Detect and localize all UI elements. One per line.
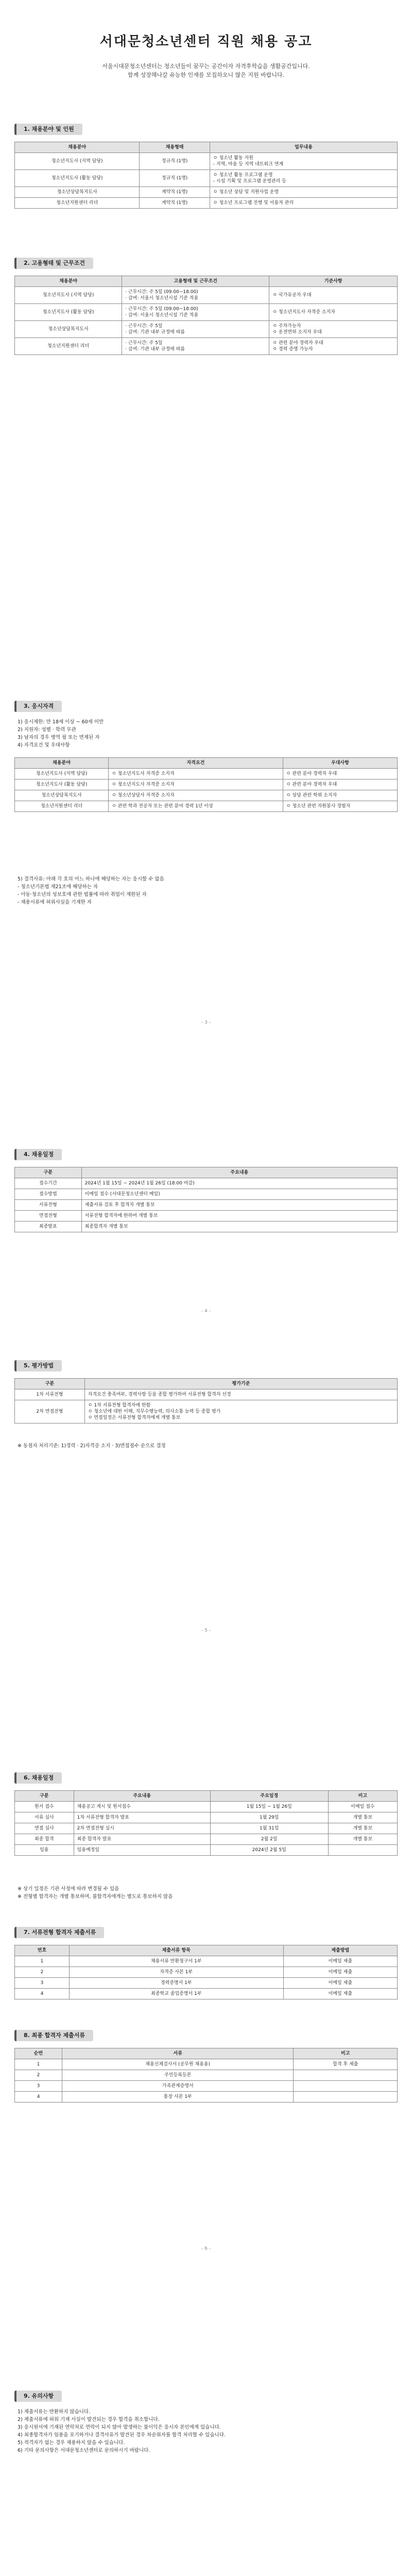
table-header-row bbox=[15, 1791, 398, 1802]
column-header: 기준사항 bbox=[269, 276, 398, 287]
table-cell: 청소년지원센터 리더 bbox=[15, 801, 109, 812]
table-cell: 채용공고 게시 및 원서접수 bbox=[74, 1802, 210, 1812]
list-item: ※ 전형별 합격자는 개별 통보하며, 불합격자에게는 별도로 통보하지 않음 bbox=[18, 1894, 173, 1900]
schedule-table bbox=[14, 1167, 398, 1232]
table-row bbox=[15, 1845, 398, 1856]
table-row bbox=[15, 338, 398, 355]
page-number: - 5 - bbox=[201, 1628, 211, 1633]
table-row bbox=[15, 1834, 398, 1845]
table-row bbox=[15, 1211, 398, 1222]
column-header: 고용형태 및 근무조건 bbox=[122, 276, 269, 287]
table-cell: 서류전형 bbox=[15, 1200, 82, 1211]
table-cell: 임용예정일 bbox=[74, 1845, 210, 1856]
section-heading: 8. 최종 합격자 제출서류 bbox=[14, 2030, 93, 2041]
table-row bbox=[15, 779, 398, 790]
column-header: 비고 bbox=[328, 1791, 397, 1802]
table-cell bbox=[294, 2070, 398, 2081]
list-item: 2) 제출서류에 허위 기재 사실이 발견되는 경우 합격을 취소합니다. bbox=[18, 2417, 160, 2422]
table-cell: 정규직 (1명) bbox=[140, 170, 210, 187]
table-row bbox=[15, 1823, 398, 1834]
table-cell: ㅇ 관련 분야 경력자 우대 ㅇ 경력 증명 가능자 bbox=[269, 338, 398, 355]
table-row bbox=[15, 170, 398, 187]
column-header: 구분 bbox=[15, 1167, 82, 1178]
table-cell: 청소년지도사 (지역 담당) bbox=[15, 769, 109, 779]
table-row bbox=[15, 2081, 398, 2092]
table-cell: 청소년상담복지도사 bbox=[15, 790, 109, 801]
page-title: 서대문청소년센터 직원 채용 공고 bbox=[99, 34, 313, 49]
table-row bbox=[15, 2059, 398, 2070]
tiebreak-note: ※ 동점자 처리기준: 1)경력 · 2)자격증 소지 · 3)면접점수 순으로 결정 bbox=[18, 1443, 166, 1449]
table-cell: 2 bbox=[15, 2070, 62, 2081]
table-row bbox=[15, 1989, 398, 1999]
column-header: 제출방법 bbox=[283, 1945, 397, 1956]
list-item: 3) 응시원서에 기재된 연락처로 연락이 되지 않아 발생하는 불이익은 응시자 본인에게 있습니다. bbox=[18, 2425, 221, 2430]
table-cell: 4 bbox=[15, 1989, 70, 1999]
table-row bbox=[15, 1189, 398, 1200]
column-header: 구분 bbox=[15, 1791, 74, 1802]
table-cell: ㅇ 청소년지도사 자격증 소지자 bbox=[109, 779, 283, 790]
final-docs-table bbox=[14, 2048, 398, 2103]
table-cell: 면접전형 bbox=[15, 1211, 82, 1222]
table-cell: 2차 면접전형 실시 bbox=[74, 1823, 210, 1834]
timeline-table bbox=[14, 1790, 398, 1856]
table-cell: ㅇ 국가유공자 우대 bbox=[269, 287, 398, 304]
table-cell: 원서 접수 bbox=[15, 1802, 74, 1812]
table-cell: 청소년지도사 (활동 담당) bbox=[15, 304, 122, 321]
column-header: 순번 bbox=[15, 2048, 62, 2059]
table-cell: ㅇ 관련 분야 경력자 우대 bbox=[283, 769, 397, 779]
submission-docs-table bbox=[14, 1945, 398, 1999]
timeline-notes bbox=[18, 1886, 393, 1901]
table-cell: ㅇ 상담 관련 학위 소지자 bbox=[283, 790, 397, 801]
table-cell: 채용신체검사서 (공무원 채용용) bbox=[62, 2059, 294, 2070]
table-cell bbox=[328, 1845, 397, 1856]
table-cell: ㅇ 청소년지도사 자격증 소지자 bbox=[269, 304, 398, 321]
table-row bbox=[15, 1802, 398, 1812]
table-cell: 청소년지도사 (활동 담당) bbox=[15, 170, 140, 187]
table-cell: 최종 합격 bbox=[15, 1834, 74, 1845]
table-cell: 청소년상담복지도사 bbox=[15, 321, 122, 338]
table-cell: ㅇ 관련 학과 전공자 또는 관련 분야 경력 1년 이상 bbox=[109, 801, 283, 812]
table-cell: 청소년지도사 (지역 담당) bbox=[15, 153, 140, 170]
table-cell bbox=[294, 2092, 398, 2103]
disqualification-list bbox=[18, 876, 393, 907]
table-cell: 1차 서류전형 합격자 발표 bbox=[74, 1812, 210, 1823]
table-cell: 서류 심사 bbox=[15, 1812, 74, 1823]
table-cell: 주민등록등본 bbox=[62, 2070, 294, 2081]
column-header: 우대사항 bbox=[283, 758, 397, 769]
column-header: 채용분야 bbox=[15, 276, 122, 287]
table-cell: 개별 통보 bbox=[328, 1834, 397, 1845]
list-item: - 아동·청소년의 성보호에 관한 법률에 따라 취업이 제한된 자 bbox=[18, 892, 147, 897]
table-row bbox=[15, 1956, 398, 1967]
table-cell: 2024년 2월 5일 bbox=[210, 1845, 328, 1856]
table-cell: 1월 15일 ~ 1월 26일 bbox=[210, 1802, 328, 1812]
intro-line: 함께 성장해나갈 유능한 인재를 모집하오니 많은 지원 바랍니다. bbox=[127, 72, 285, 78]
list-item: 3) 남자의 경우 병역 필 또는 면제된 자 bbox=[18, 735, 100, 740]
table-cell: 접수기간 bbox=[15, 1178, 82, 1189]
list-item: 5) 적격자가 없는 경우 채용하지 않을 수 있습니다. bbox=[18, 2440, 125, 2446]
column-header: 번호 bbox=[15, 1945, 70, 1956]
section-heading: 4. 채용일정 bbox=[14, 1149, 62, 1160]
caution-list bbox=[18, 2409, 393, 2455]
table-header-row bbox=[15, 758, 398, 769]
column-header: 주요내용 bbox=[81, 1167, 397, 1178]
table-row bbox=[15, 1178, 398, 1189]
intro-text bbox=[52, 62, 360, 79]
work-conditions-table bbox=[14, 276, 398, 355]
section-heading: 7. 서류전형 합격자 제출서류 bbox=[14, 1927, 104, 1938]
table-cell: 개별 통보 bbox=[328, 1812, 397, 1823]
column-header: 서류 bbox=[62, 2048, 294, 2059]
table-cell: 이메일 제출 bbox=[283, 1978, 397, 1989]
section-heading: 1. 채용분야 및 인원 bbox=[14, 124, 82, 135]
column-header: 채용분야 bbox=[15, 142, 140, 153]
table-cell: ㅇ 1차 서류전형 합격자에 한함 ㅇ 청소년에 대한 이해, 직무수행능력, 의사소통 능력 등 종합 평가 ㅇ 면접일정은 서류전형 합격자에게 개별 통보 bbox=[84, 1400, 397, 1423]
list-item: 5) 결격사유: 아래 각 호의 어느 하나에 해당하는 자는 응시할 수 없음 bbox=[18, 876, 164, 882]
table-cell: 청소년지도사 (지역 담당) bbox=[15, 287, 122, 304]
table-row bbox=[15, 801, 398, 812]
list-item: 4) 최종합격자가 임용을 포기하거나 결격사유가 발견된 경우 차순위자를 합격 처리할 수 있습니다. bbox=[18, 2432, 226, 2438]
table-header-row bbox=[15, 1945, 398, 1956]
evaluation-table bbox=[14, 1378, 398, 1423]
table-cell: 개별 통보 bbox=[328, 1823, 397, 1834]
table-row bbox=[15, 790, 398, 801]
table-cell: 계약직 (1명) bbox=[140, 187, 210, 198]
table-cell: ㅇ 청소년상담사 자격증 소지자 bbox=[109, 790, 283, 801]
table-row bbox=[15, 1400, 398, 1423]
table-cell: ㅇ 청소년 활동 프로그램 운영 - 시설 기획 및 프로그램 운영관리 등 bbox=[210, 170, 397, 187]
table-row bbox=[15, 769, 398, 779]
table-row bbox=[15, 1389, 398, 1400]
column-header: 비고 bbox=[294, 2048, 398, 2059]
table-cell: ㅇ 청소년지도사 자격증 소지자 bbox=[109, 769, 283, 779]
table-cell: 자격요건 충족여부, 경력사항 등을 종합 평가하여 서류전형 합격자 선정 bbox=[84, 1389, 397, 1400]
table-cell: ㅇ 청소년 활동 지원 - 지역, 마을 등 지역 네트워크 연계 bbox=[210, 153, 397, 170]
table-cell: 제출서류 검토 후 합격자 개별 통보 bbox=[81, 1200, 397, 1211]
table-cell: 채용서류 반환청구서 1부 bbox=[69, 1956, 283, 1967]
table-cell: 2차 면접전형 bbox=[15, 1400, 85, 1423]
recruit-fields-table bbox=[14, 142, 398, 209]
table-row bbox=[15, 187, 398, 198]
table-cell: · 근무시간: 주 5일 · 급여: 기관 내부 규정에 따름 bbox=[122, 338, 269, 355]
table-cell: 합격 후 제출 bbox=[294, 2059, 398, 2070]
table-row bbox=[15, 1978, 398, 1989]
table-cell: 3 bbox=[15, 1978, 70, 1989]
table-cell: 3 bbox=[15, 2081, 62, 2092]
table-cell: 자격증 사본 1부 bbox=[69, 1967, 283, 1978]
table-header-row bbox=[15, 142, 398, 153]
column-header: 채용분야 bbox=[15, 758, 109, 769]
table-cell: 최종 합격자 발표 bbox=[74, 1834, 210, 1845]
column-header: 주요일정 bbox=[210, 1791, 328, 1802]
list-item: ※ 상기 일정은 기관 사정에 따라 변경될 수 있음 bbox=[18, 1886, 119, 1892]
table-cell: 이메일 제출 bbox=[283, 1967, 397, 1978]
section-heading: 2. 고용형태 및 근무조건 bbox=[14, 258, 93, 269]
table-cell: 면접 심사 bbox=[15, 1823, 74, 1834]
table-row bbox=[15, 1812, 398, 1823]
column-header: 제출서류 항목 bbox=[69, 1945, 283, 1956]
table-cell: 이메일 제출 bbox=[283, 1956, 397, 1967]
table-cell: 청소년지도사 (활동 담당) bbox=[15, 779, 109, 790]
table-row bbox=[15, 198, 398, 209]
table-header-row bbox=[15, 2048, 398, 2059]
column-header: 평가기준 bbox=[84, 1379, 397, 1389]
table-row bbox=[15, 1200, 398, 1211]
table-cell: 계약직 (1명) bbox=[140, 198, 210, 209]
section-heading: 3. 응시자격 bbox=[14, 701, 62, 712]
eligibility-list bbox=[18, 719, 393, 750]
table-cell: 임용 bbox=[15, 1845, 74, 1856]
table-cell: 1차 서류전형 bbox=[15, 1389, 85, 1400]
section-heading: 6. 채용일정 bbox=[14, 1772, 62, 1784]
table-cell: ㅇ 관련 분야 경력자 우대 bbox=[283, 779, 397, 790]
table-header-row bbox=[15, 1379, 398, 1389]
table-cell: 1 bbox=[15, 1956, 70, 1967]
table-cell: 이메일 제출 bbox=[283, 1989, 397, 1999]
section-heading: 5. 평가방법 bbox=[14, 1360, 62, 1371]
table-cell: 정규직 (1명) bbox=[140, 153, 210, 170]
table-cell: 청소년지원센터 리더 bbox=[15, 198, 140, 209]
table-cell: ㅇ 청소년 상담 및 지원사업 운영 bbox=[210, 187, 397, 198]
table-cell: 최종합격자 개별 통보 bbox=[81, 1222, 397, 1232]
page-number: - 4 - bbox=[201, 1309, 211, 1314]
table-cell: 이메일 접수 (서대문청소년센터 메일) bbox=[81, 1189, 397, 1200]
table-row bbox=[15, 1222, 398, 1232]
column-header: 업무내용 bbox=[210, 142, 397, 153]
page-number: - 3 - bbox=[201, 1020, 211, 1025]
table-row bbox=[15, 2092, 398, 2103]
table-cell: 2 bbox=[15, 1967, 70, 1978]
qualification-table bbox=[14, 757, 398, 812]
table-row bbox=[15, 2070, 398, 2081]
intro-line: 서울시대문청소년센터는 청소년들이 꿈꾸는 공간이자 자격후학습을 생활공간입니다. bbox=[102, 63, 310, 70]
table-cell: 최종학교 졸업증명서 1부 bbox=[69, 1989, 283, 1999]
list-item: 1) 응시제한: 만 18세 이상 ~ 60세 미만 bbox=[18, 719, 104, 725]
table-cell: · 근무시간: 주 5일 · 급여: 기관 내부 규정에 따름 bbox=[122, 321, 269, 338]
table-cell: 가족관계증명서 bbox=[62, 2081, 294, 2092]
column-header: 자격요건 bbox=[109, 758, 283, 769]
table-cell: 1월 29일 bbox=[210, 1812, 328, 1823]
table-cell: ㅇ 청소년 관련 자원봉사 경험자 bbox=[283, 801, 397, 812]
table-row bbox=[15, 321, 398, 338]
table-cell: 통장 사본 1부 bbox=[62, 2092, 294, 2103]
list-item: 4) 자격요건 및 우대사항 bbox=[18, 742, 70, 748]
table-cell: ㅇ 청소년 프로그램 진행 및 이용자 관리 bbox=[210, 198, 397, 209]
column-header: 주요내용 bbox=[74, 1791, 210, 1802]
table-cell bbox=[294, 2081, 398, 2092]
list-item: - 청소년기본법 제21조에 해당하는 자 bbox=[18, 884, 98, 890]
page-number: - 6 - bbox=[201, 2246, 211, 2251]
table-cell: 서류전형 합격자에 한하여 개별 통보 bbox=[81, 1211, 397, 1222]
table-cell: 경력증명서 1부 bbox=[69, 1978, 283, 1989]
section-heading: 9. 유의사항 bbox=[14, 2391, 62, 2402]
list-item: 6) 기타 문의사항은 서대문청소년센터로 문의하시기 바랍니다. bbox=[18, 2448, 150, 2453]
table-cell: 2024년 1월 15일 ~ 2024년 1월 26일 (18:00 마감) bbox=[81, 1178, 397, 1189]
table-row bbox=[15, 1967, 398, 1978]
table-cell: 청소년지원센터 리더 bbox=[15, 338, 122, 355]
table-row bbox=[15, 287, 398, 304]
table-cell: 4 bbox=[15, 2092, 62, 2103]
table-header-row bbox=[15, 1167, 398, 1178]
table-row bbox=[15, 304, 398, 321]
table-cell: 접수방법 bbox=[15, 1189, 82, 1200]
column-header: 구분 bbox=[15, 1379, 85, 1389]
table-row bbox=[15, 153, 398, 170]
list-item: 1) 제출서류는 반환하지 않습니다. bbox=[18, 2409, 91, 2415]
list-item: - 채용서류에 허위사실을 기재한 자 bbox=[18, 900, 92, 905]
table-cell: 2월 2일 bbox=[210, 1834, 328, 1845]
table-cell: 이메일 접수 bbox=[328, 1802, 397, 1812]
table-cell: 1 bbox=[15, 2059, 62, 2070]
table-cell: 1월 31일 bbox=[210, 1823, 328, 1834]
table-cell: 최종발표 bbox=[15, 1222, 82, 1232]
table-cell: ㅇ 주차가능자 ㅇ 운전면허 소지자 우대 bbox=[269, 321, 398, 338]
table-cell: · 근무시간: 주 5일 (09:00~18:00) · 급여: 서울시 청소년시설 기준 적용 bbox=[122, 287, 269, 304]
list-item: 2) 지원자: 성별 · 학력 무관 bbox=[18, 727, 76, 733]
column-header: 채용형태 bbox=[140, 142, 210, 153]
table-header-row bbox=[15, 276, 398, 287]
table-cell: 청소년상담복지도사 bbox=[15, 187, 140, 198]
table-cell: · 근무시간: 주 5일 (09:00~18:00) · 급여: 서울시 청소년시설 기준 적용 bbox=[122, 304, 269, 321]
